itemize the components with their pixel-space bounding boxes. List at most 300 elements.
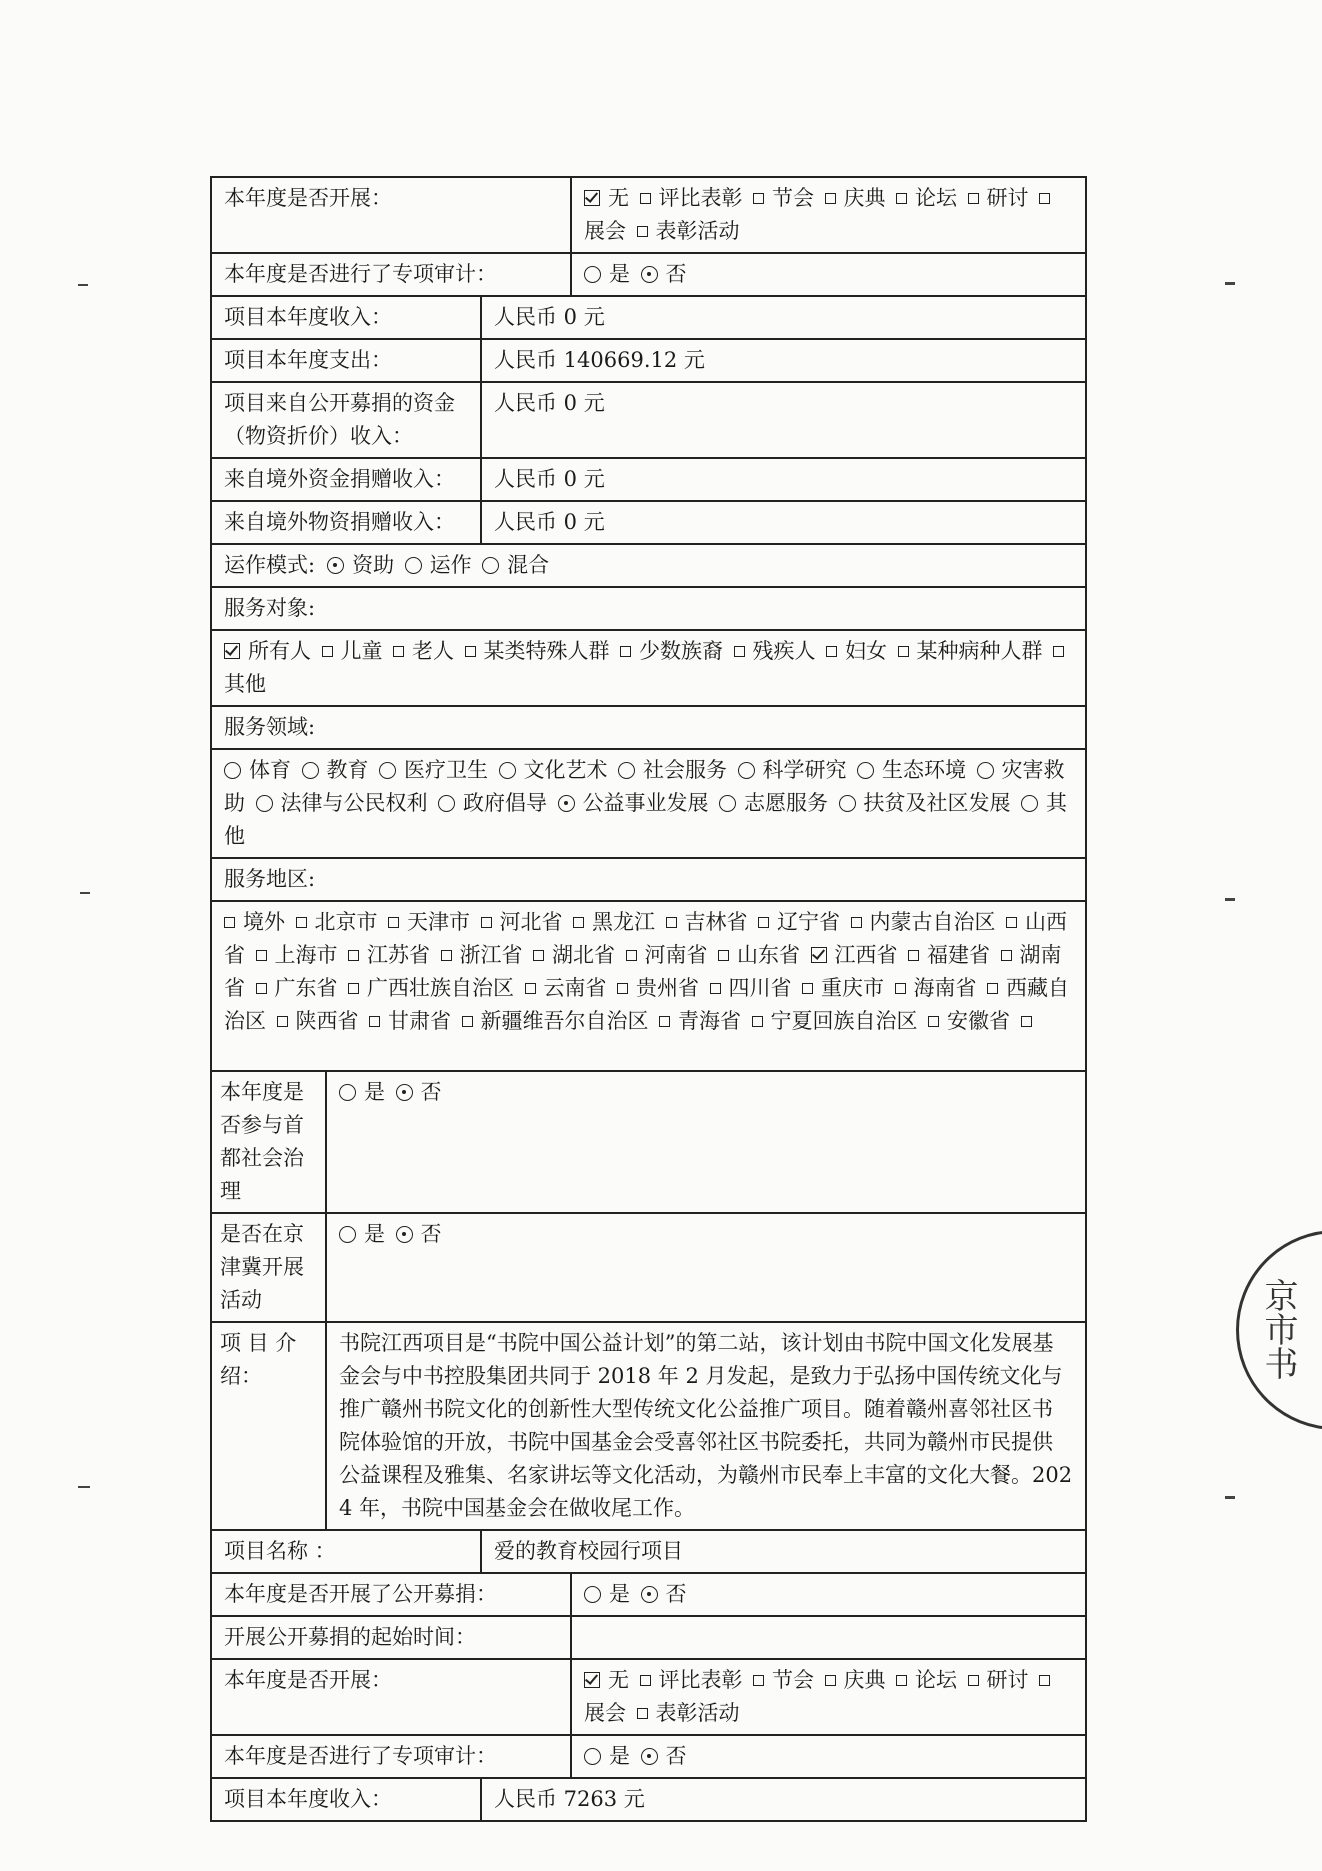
option-item[interactable] bbox=[719, 791, 828, 815]
value-expense: 人民币 140669.12 元 bbox=[481, 339, 1086, 382]
scan-speck bbox=[78, 1486, 90, 1488]
label-activities: 本年度是否开展： bbox=[211, 177, 571, 253]
option-label: 是 bbox=[364, 1222, 385, 1246]
row-overseas-goods bbox=[211, 501, 1086, 544]
radio-icon[interactable] bbox=[738, 762, 755, 779]
checkbox-icon[interactable] bbox=[802, 983, 813, 994]
option-label: 研讨 bbox=[986, 186, 1029, 210]
checkbox-icon[interactable] bbox=[758, 917, 769, 928]
option-label: 河北省 bbox=[499, 910, 563, 934]
option-item[interactable] bbox=[393, 639, 454, 663]
row-fundraise-start bbox=[211, 1616, 1086, 1659]
radio-selected-icon[interactable] bbox=[641, 1748, 658, 1765]
option-label: 庆典 bbox=[843, 186, 886, 210]
options-activities-2 bbox=[571, 1659, 1086, 1735]
option-item[interactable] bbox=[348, 976, 514, 1000]
option-label: 是 bbox=[609, 262, 631, 286]
option-label: 少数族裔 bbox=[639, 639, 723, 663]
label-activities-2: 本年度是否开展： bbox=[211, 1659, 571, 1735]
row-operation bbox=[211, 544, 1086, 587]
option-item[interactable] bbox=[928, 1009, 1010, 1033]
checkbox-icon[interactable] bbox=[1006, 917, 1017, 928]
option-item[interactable] bbox=[637, 219, 740, 243]
option-item[interactable] bbox=[224, 758, 291, 782]
row-jjj bbox=[211, 1213, 1086, 1322]
option-item[interactable] bbox=[839, 791, 1011, 815]
radio-icon[interactable] bbox=[256, 795, 273, 812]
option-label: 广西壮族自治区 bbox=[367, 976, 514, 1000]
option-item[interactable] bbox=[256, 976, 338, 1000]
option-item[interactable] bbox=[640, 186, 743, 210]
option-item[interactable] bbox=[558, 791, 709, 815]
row-income bbox=[211, 296, 1086, 339]
option-label: 海南省 bbox=[913, 976, 977, 1000]
row-activities bbox=[211, 177, 1086, 253]
checkbox-icon[interactable] bbox=[895, 983, 906, 994]
option-item[interactable] bbox=[637, 1701, 740, 1725]
options-capital bbox=[326, 1071, 1086, 1213]
option-item[interactable] bbox=[811, 943, 898, 967]
checkbox-icon[interactable] bbox=[533, 950, 544, 961]
label-expense: 项目本年度支出： bbox=[211, 339, 481, 382]
checkbox-icon[interactable] bbox=[666, 917, 677, 928]
option-item[interactable] bbox=[758, 910, 840, 934]
checkbox-checked-icon[interactable] bbox=[584, 190, 600, 206]
option-label: 其他 bbox=[224, 791, 1067, 848]
scan-speck bbox=[1225, 1496, 1235, 1499]
row-expense bbox=[211, 339, 1086, 382]
label-targets: 服务对象: bbox=[211, 587, 1086, 630]
option-item[interactable] bbox=[481, 910, 563, 934]
checkbox-icon[interactable] bbox=[637, 1708, 648, 1719]
value-income: 人民币 0 元 bbox=[481, 296, 1086, 339]
option-item[interactable] bbox=[857, 758, 966, 782]
option-item[interactable] bbox=[322, 639, 383, 663]
option-label: 志愿服务 bbox=[744, 791, 828, 815]
row-overseas-cash bbox=[211, 458, 1086, 501]
option-label: 境外 bbox=[243, 910, 285, 934]
row-public-fund bbox=[211, 382, 1086, 458]
scan-speck bbox=[1225, 282, 1235, 285]
scan-speck bbox=[1225, 898, 1235, 901]
options-targets bbox=[211, 630, 1086, 706]
row-targets-options bbox=[211, 630, 1086, 706]
checkbox-icon[interactable] bbox=[928, 1016, 939, 1027]
checkbox-icon[interactable] bbox=[825, 193, 836, 204]
option-item[interactable] bbox=[277, 1009, 359, 1033]
option-label: 吉林省 bbox=[684, 910, 748, 934]
checkbox-icon[interactable] bbox=[851, 917, 862, 928]
option-item[interactable] bbox=[405, 553, 472, 577]
row-fundraise bbox=[211, 1573, 1086, 1616]
radio-icon[interactable] bbox=[482, 557, 499, 574]
label-audit-2: 本年度是否进行了专项审计： bbox=[211, 1735, 571, 1778]
option-label: 医疗卫生 bbox=[404, 758, 488, 782]
option-item[interactable] bbox=[659, 1009, 741, 1033]
option-item[interactable] bbox=[641, 262, 687, 286]
option-label: 否 bbox=[665, 1582, 687, 1606]
option-label: 否 bbox=[420, 1080, 442, 1104]
value-public-fund: 人民币 0 元 bbox=[481, 382, 1086, 458]
option-label: 节会 bbox=[772, 186, 815, 210]
checkbox-icon[interactable] bbox=[348, 950, 359, 961]
radio-icon[interactable] bbox=[584, 1748, 601, 1765]
option-label: 灾害救助 bbox=[224, 758, 1065, 815]
option-item[interactable] bbox=[224, 910, 285, 934]
option-item[interactable] bbox=[369, 1009, 451, 1033]
label-fields: 服务领域: bbox=[211, 706, 1086, 749]
row-audit bbox=[211, 253, 1086, 296]
option-label: 安徽省 bbox=[947, 1009, 1010, 1033]
option-item[interactable] bbox=[584, 186, 629, 210]
option-label: 表彰活动 bbox=[655, 1701, 740, 1725]
option-label: 天津市 bbox=[407, 910, 470, 934]
label-operation: 运作模式: bbox=[224, 553, 316, 577]
option-label: 老人 bbox=[412, 639, 454, 663]
option-label: 重庆市 bbox=[821, 976, 884, 1000]
label-intro: 项 目 介 绍： bbox=[211, 1322, 326, 1530]
radio-selected-icon[interactable] bbox=[396, 1084, 413, 1101]
option-item[interactable] bbox=[465, 639, 610, 663]
radio-icon[interactable] bbox=[977, 762, 994, 779]
option-item[interactable] bbox=[896, 1668, 957, 1692]
checkbox-icon[interactable] bbox=[617, 983, 628, 994]
checkbox-icon[interactable] bbox=[393, 646, 404, 657]
row-regions-options bbox=[211, 901, 1086, 1071]
option-label: 是 bbox=[609, 1744, 631, 1768]
row-income-2 bbox=[211, 1778, 1086, 1821]
option-label: 辽宁省 bbox=[777, 910, 840, 934]
option-label: 某种病种人群 bbox=[916, 639, 1043, 663]
checkbox-checked-icon[interactable] bbox=[811, 947, 827, 963]
option-item[interactable] bbox=[256, 943, 338, 967]
option-item[interactable] bbox=[640, 1668, 743, 1692]
option-label: 江西省 bbox=[834, 943, 898, 967]
option-item[interactable] bbox=[825, 1668, 886, 1692]
option-item[interactable] bbox=[302, 758, 369, 782]
radio-selected-icon[interactable] bbox=[641, 266, 658, 283]
value-overseas-goods: 人民币 0 元 bbox=[481, 501, 1086, 544]
checkbox-icon[interactable] bbox=[896, 193, 907, 204]
label-overseas-cash: 来自境外资金捐赠收入： bbox=[211, 458, 481, 501]
option-item[interactable] bbox=[1021, 1009, 1040, 1033]
checkbox-icon[interactable] bbox=[710, 983, 721, 994]
label-fundraise: 本年度是否开展了公开募捐： bbox=[211, 1573, 571, 1616]
option-label: 山西省 bbox=[224, 910, 1067, 967]
checkbox-icon[interactable] bbox=[224, 917, 235, 928]
option-item[interactable] bbox=[327, 553, 394, 577]
checkbox-icon[interactable] bbox=[465, 646, 476, 657]
radio-icon[interactable] bbox=[839, 795, 856, 812]
option-label: 宁夏回族自治区 bbox=[770, 1009, 918, 1033]
option-label: 湖南省 bbox=[224, 943, 1062, 1000]
label-project-name: 项目名称 ： bbox=[211, 1530, 481, 1573]
option-label: 贵州省 bbox=[636, 976, 699, 1000]
checkbox-icon[interactable] bbox=[462, 1016, 473, 1027]
option-item[interactable] bbox=[618, 758, 727, 782]
checkbox-icon[interactable] bbox=[441, 950, 452, 961]
option-label: 新疆维吾尔自治区 bbox=[480, 1009, 649, 1033]
options-audit bbox=[571, 253, 1086, 296]
option-item[interactable] bbox=[396, 1222, 442, 1246]
option-item[interactable] bbox=[388, 910, 470, 934]
options-fields bbox=[211, 749, 1086, 858]
checkbox-icon[interactable] bbox=[734, 646, 745, 657]
label-overseas-goods: 来自境外物资捐赠收入： bbox=[211, 501, 481, 544]
row-fields-label bbox=[211, 706, 1086, 749]
checkbox-icon[interactable] bbox=[753, 1675, 764, 1686]
row-activities-2 bbox=[211, 1659, 1086, 1735]
radio-icon[interactable] bbox=[499, 762, 516, 779]
label-fundraise-start: 开展公开募捐的起始时间： bbox=[211, 1616, 571, 1659]
option-item[interactable] bbox=[626, 943, 708, 967]
option-item[interactable] bbox=[968, 186, 1029, 210]
option-label: 文化艺术 bbox=[523, 758, 608, 782]
option-item[interactable] bbox=[462, 1009, 649, 1033]
radio-icon[interactable] bbox=[584, 266, 601, 283]
options-operation bbox=[327, 553, 549, 577]
option-item[interactable] bbox=[584, 1582, 630, 1606]
radio-icon[interactable] bbox=[719, 795, 736, 812]
option-label: 西藏自治区 bbox=[224, 976, 1069, 1033]
checkbox-icon[interactable] bbox=[256, 950, 267, 961]
radio-icon[interactable] bbox=[618, 762, 635, 779]
checkbox-icon[interactable] bbox=[908, 950, 919, 961]
label-public-fund: 项目来自公开募捐的资金（物资折价）收入： bbox=[211, 382, 481, 458]
checkbox-icon[interactable] bbox=[573, 917, 584, 928]
checkbox-icon[interactable] bbox=[481, 917, 492, 928]
option-label: 江苏省 bbox=[367, 943, 430, 967]
checkbox-icon[interactable] bbox=[825, 1675, 836, 1686]
option-label: 内蒙古自治区 bbox=[869, 910, 996, 934]
option-item[interactable] bbox=[802, 976, 884, 1000]
option-item[interactable] bbox=[348, 943, 430, 967]
checkbox-icon[interactable] bbox=[968, 193, 979, 204]
option-item[interactable] bbox=[825, 186, 886, 210]
option-label: 无 bbox=[608, 186, 630, 210]
option-item[interactable] bbox=[710, 976, 792, 1000]
option-label: 展会 bbox=[584, 219, 627, 243]
option-item[interactable] bbox=[296, 910, 378, 934]
radio-icon[interactable] bbox=[1021, 795, 1038, 812]
checkbox-icon[interactable] bbox=[659, 1016, 670, 1027]
option-label: 是 bbox=[609, 1582, 631, 1606]
option-item[interactable] bbox=[898, 639, 1043, 663]
radio-icon[interactable] bbox=[584, 1586, 601, 1603]
radio-selected-icon[interactable] bbox=[327, 557, 344, 574]
checkbox-icon[interactable] bbox=[640, 1675, 651, 1686]
option-item[interactable] bbox=[641, 1744, 687, 1768]
label-regions: 服务地区: bbox=[211, 858, 1086, 901]
checkbox-icon[interactable] bbox=[1001, 950, 1012, 961]
option-item[interactable] bbox=[584, 1668, 629, 1692]
option-item[interactable] bbox=[617, 976, 699, 1000]
radio-icon[interactable] bbox=[339, 1226, 356, 1243]
checkbox-icon[interactable] bbox=[896, 1675, 907, 1686]
option-item[interactable] bbox=[620, 639, 723, 663]
option-label: 社会服务 bbox=[643, 758, 727, 782]
option-label: 儿童 bbox=[340, 639, 383, 663]
option-item[interactable] bbox=[666, 910, 748, 934]
option-item[interactable] bbox=[533, 943, 615, 967]
option-label: 湖北省 bbox=[552, 943, 615, 967]
radio-icon[interactable] bbox=[224, 762, 241, 779]
option-item[interactable] bbox=[641, 1582, 687, 1606]
option-item[interactable] bbox=[396, 1080, 442, 1104]
option-label: 教育 bbox=[326, 758, 369, 782]
option-label: 福建省 bbox=[927, 943, 990, 967]
option-label: 上海市 bbox=[274, 943, 338, 967]
option-label: 论坛 bbox=[915, 1668, 958, 1692]
checkbox-icon[interactable] bbox=[525, 983, 536, 994]
checkbox-icon[interactable] bbox=[388, 917, 399, 928]
option-label: 论坛 bbox=[915, 186, 958, 210]
radio-selected-icon[interactable] bbox=[558, 795, 575, 812]
option-item[interactable] bbox=[718, 943, 800, 967]
row-regions-label bbox=[211, 858, 1086, 901]
option-item[interactable] bbox=[734, 639, 816, 663]
option-label: 法律与公民权利 bbox=[280, 791, 428, 815]
option-label: 庆典 bbox=[843, 1668, 886, 1692]
checkbox-icon[interactable] bbox=[640, 193, 651, 204]
option-item[interactable] bbox=[339, 1080, 385, 1104]
option-label: 北京市 bbox=[314, 910, 378, 934]
project-intro-text: 书院江西项目是“书院中国公益计划”的第二站，该计划由书院中国文化发展基金会与中书控股集团共同于 2018 年 2 月发起，是致力于弘扬中国传统文化与推广赣州书院文化的创新性大型传统文化公益推广项目。随着赣州喜邻社区书院体验馆的开放，书院中国基金会受喜邻社区书院委托，共同为赣州市民提供公益课程及雅集、名家讲坛等文化活动，为赣州市民奉上丰富的文化大餐。2024 年，书院中国基金会在做收尾工作。 bbox=[326, 1322, 1086, 1530]
checkbox-icon[interactable] bbox=[626, 950, 637, 961]
option-item[interactable] bbox=[895, 976, 977, 1000]
radio-icon[interactable] bbox=[302, 762, 319, 779]
option-item[interactable] bbox=[738, 758, 847, 782]
radio-selected-icon[interactable] bbox=[641, 1586, 658, 1603]
checkbox-icon[interactable] bbox=[1039, 1675, 1050, 1686]
option-label: 展会 bbox=[584, 1701, 627, 1725]
option-label: 否 bbox=[420, 1222, 442, 1246]
option-label: 否 bbox=[665, 262, 687, 286]
options-activities bbox=[571, 177, 1086, 253]
options-jjj bbox=[326, 1213, 1086, 1322]
row-targets-label bbox=[211, 587, 1086, 630]
value-income-2: 人民币 7263 元 bbox=[481, 1778, 1086, 1821]
checkbox-icon[interactable] bbox=[620, 646, 631, 657]
checkbox-icon[interactable] bbox=[277, 1016, 288, 1027]
option-label: 表彰活动 bbox=[655, 219, 740, 243]
checkbox-checked-icon[interactable] bbox=[224, 643, 240, 659]
options-regions bbox=[211, 901, 1086, 1071]
checkbox-icon[interactable] bbox=[898, 646, 909, 657]
option-item[interactable] bbox=[379, 758, 488, 782]
label-jjj: 是否在京津冀开展活动 bbox=[211, 1213, 326, 1322]
checkbox-icon[interactable] bbox=[296, 917, 307, 928]
official-seal-text: 京市书 bbox=[1258, 1278, 1298, 1380]
option-item[interactable] bbox=[753, 186, 814, 210]
option-item[interactable] bbox=[525, 976, 607, 1000]
radio-icon[interactable] bbox=[438, 795, 455, 812]
option-label: 科学研究 bbox=[762, 758, 847, 782]
checkbox-icon[interactable] bbox=[369, 1016, 380, 1027]
option-item[interactable] bbox=[826, 639, 887, 663]
option-item[interactable] bbox=[584, 1744, 630, 1768]
checkbox-icon[interactable] bbox=[256, 983, 267, 994]
checkbox-icon[interactable] bbox=[1021, 1016, 1032, 1027]
checkbox-icon[interactable] bbox=[752, 1016, 763, 1027]
checkbox-icon[interactable] bbox=[987, 983, 998, 994]
project-info-form bbox=[210, 176, 1087, 1822]
checkbox-icon[interactable] bbox=[826, 646, 837, 657]
checkbox-icon[interactable] bbox=[637, 226, 648, 237]
label-audit: 本年度是否进行了专项审计： bbox=[211, 253, 571, 296]
label-capital: 本年度是否参与首都社会治理 bbox=[211, 1071, 326, 1213]
value-overseas-cash: 人民币 0 元 bbox=[481, 458, 1086, 501]
option-item[interactable] bbox=[584, 262, 630, 286]
option-label: 某类特殊人群 bbox=[483, 639, 610, 663]
option-label: 节会 bbox=[772, 1668, 815, 1692]
option-item[interactable] bbox=[499, 758, 608, 782]
radio-icon[interactable] bbox=[857, 762, 874, 779]
checkbox-icon[interactable] bbox=[718, 950, 729, 961]
option-label: 体育 bbox=[249, 758, 291, 782]
option-label: 评比表彰 bbox=[658, 186, 743, 210]
checkbox-icon[interactable] bbox=[968, 1675, 979, 1686]
radio-selected-icon[interactable] bbox=[396, 1226, 413, 1243]
option-label: 评比表彰 bbox=[658, 1668, 743, 1692]
option-item[interactable] bbox=[753, 1668, 814, 1692]
option-label: 所有人 bbox=[248, 639, 311, 663]
option-label: 研讨 bbox=[986, 1668, 1029, 1692]
option-item[interactable] bbox=[339, 1222, 385, 1246]
option-item[interactable] bbox=[752, 1009, 918, 1033]
checkbox-icon[interactable] bbox=[753, 193, 764, 204]
checkbox-icon[interactable] bbox=[322, 646, 333, 657]
radio-icon[interactable] bbox=[405, 557, 422, 574]
row-fields-options bbox=[211, 749, 1086, 858]
option-label: 云南省 bbox=[543, 976, 607, 1000]
option-label: 河南省 bbox=[644, 943, 708, 967]
option-item[interactable] bbox=[256, 791, 428, 815]
option-item[interactable] bbox=[851, 910, 996, 934]
option-item[interactable] bbox=[438, 791, 547, 815]
option-item[interactable] bbox=[224, 639, 311, 663]
option-label: 资助 bbox=[352, 553, 395, 577]
option-item[interactable] bbox=[908, 943, 990, 967]
option-item[interactable] bbox=[968, 1668, 1029, 1692]
option-item[interactable] bbox=[573, 910, 655, 934]
row-capital bbox=[211, 1071, 1086, 1213]
radio-icon[interactable] bbox=[379, 762, 396, 779]
scan-speck bbox=[80, 892, 90, 894]
value-project-name: 爱的教育校园行项目 bbox=[481, 1530, 1086, 1573]
checkbox-checked-icon[interactable] bbox=[584, 1672, 600, 1688]
option-label: 是 bbox=[364, 1080, 385, 1104]
option-label: 黑龙江 bbox=[592, 910, 655, 934]
option-item[interactable] bbox=[482, 553, 549, 577]
radio-icon[interactable] bbox=[339, 1084, 356, 1101]
option-label: 四川省 bbox=[728, 976, 792, 1000]
option-label: 否 bbox=[665, 1744, 687, 1768]
checkbox-icon[interactable] bbox=[1053, 646, 1064, 657]
option-item[interactable] bbox=[896, 186, 957, 210]
option-label: 无 bbox=[608, 1668, 630, 1692]
row-audit-2 bbox=[211, 1735, 1086, 1778]
scan-speck bbox=[78, 284, 88, 286]
option-label: 残疾人 bbox=[752, 639, 816, 663]
option-label: 其他 bbox=[224, 672, 266, 696]
option-label: 妇女 bbox=[845, 639, 887, 663]
checkbox-icon[interactable] bbox=[348, 983, 359, 994]
checkbox-icon[interactable] bbox=[1039, 193, 1050, 204]
option-item[interactable] bbox=[441, 943, 523, 967]
row-project2-name bbox=[211, 1530, 1086, 1573]
operation-mode bbox=[211, 544, 1086, 587]
